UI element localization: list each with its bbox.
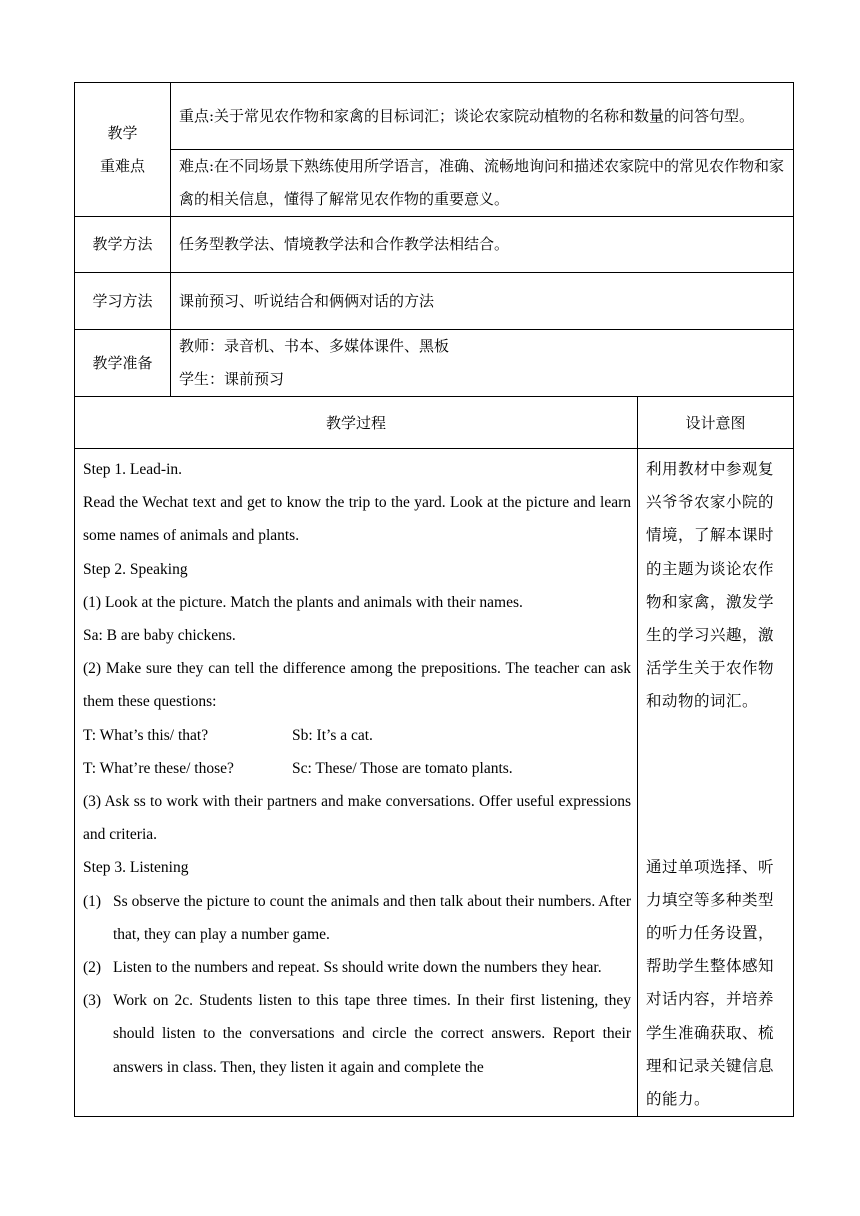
learning-method-row	[75, 273, 794, 330]
step1-text: Read the Wechat text and get to know the trip to the yard. Look at the picture and learn some names of animals and plants.	[83, 494, 631, 545]
process-header-row	[75, 397, 794, 449]
difficulty-row	[75, 150, 794, 217]
step3-item-1-text: Ss observe the picture to count the animals and then talk about their numbers. After that, they can play a number game.	[113, 892, 631, 943]
intent1-line: 活学生关于农作物	[646, 659, 775, 678]
key-difficulty-label-line1: 教学	[107, 123, 138, 142]
question-2-teacher: T: What’re these/ those?	[83, 759, 234, 777]
lesson-info-table	[74, 82, 794, 397]
intent2-line: 帮助学生整体感知	[646, 957, 775, 976]
intent2-line: 通过单项选择、听	[646, 857, 775, 876]
step3-item-2-text: Listen to the numbers and repeat. Ss should write down the numbers they hear.	[113, 959, 602, 977]
intent2-line: 的听力任务设置，	[646, 924, 775, 943]
preparation-row	[75, 330, 794, 397]
key-point-text: 重点:关于常见农作物和家禽的目标词汇；谈论农家院动植物的名称和数量的问答句型。	[171, 83, 794, 150]
step3-item-3-number: (3)	[83, 992, 102, 1010]
question-1-teacher: T: What’s this/ that?	[83, 726, 209, 744]
key-point-row	[75, 83, 794, 150]
intent1-line: 兴爷爷农家小院的	[646, 493, 775, 512]
teaching-method-row	[75, 217, 794, 273]
process-content	[75, 449, 638, 1117]
preparation-student: 学生：课前预习	[179, 370, 285, 388]
intent1-line: 和动物的词汇。	[646, 692, 759, 711]
intent2-line: 学生准确获取、梳	[646, 1023, 775, 1042]
key-difficulty-label-line2: 重难点	[99, 156, 145, 175]
learning-method-text: 课前预习、听说结合和俩俩对话的方法	[171, 273, 794, 330]
step2-item1: (1) Look at the picture. Match the plants and animals with their names.	[83, 593, 523, 611]
process-header: 教学过程	[75, 397, 638, 449]
intent1-line: 利用教材中参观复	[646, 460, 775, 478]
question-pair-2	[83, 752, 631, 785]
question-1-student: Sb: It’s a cat.	[292, 726, 373, 744]
step3-item-1-number: (1)	[83, 892, 102, 910]
intent1-line: 物和家禽，激发学	[646, 592, 775, 611]
preparation-teacher: 教师：录音机、书本、多媒体课件、黑板	[179, 337, 450, 355]
intent-content	[638, 449, 794, 1117]
step2-item3: (3) Ask ss to work with their partners and make conversations. Offer useful expressions and criteria.	[83, 793, 631, 844]
preparation-label: 教学准备	[75, 330, 171, 397]
intent-spacer	[646, 719, 787, 851]
step3-title: Step 3. Listening	[83, 859, 189, 877]
step3-item-2	[83, 951, 631, 984]
question-pair-1	[83, 719, 631, 752]
intent2-line: 理和记录关键信息	[646, 1056, 775, 1075]
teaching-method-label: 教学方法	[75, 217, 171, 273]
question-2-student: Sc: These/ Those are tomato plants.	[292, 759, 513, 777]
step2-title: Step 2. Speaking	[83, 560, 188, 578]
step1-title: Step 1. Lead-in.	[83, 461, 183, 478]
learning-method-label: 学习方法	[75, 273, 171, 330]
intent2-line: 对话内容，并培养	[646, 990, 775, 1009]
intent1-line: 的主题为谈论农作	[646, 559, 775, 578]
step2-item2: (2) Make sure they can tell the difference among the prepositions. The teacher can ask them these questions:	[83, 660, 631, 711]
step3-item-1	[83, 885, 631, 951]
step3-item-2-number: (2)	[83, 959, 102, 977]
intent1-line: 生的学习兴趣，激	[646, 626, 775, 645]
intent2-line: 的能力。	[646, 1090, 711, 1109]
teaching-process-table	[74, 396, 794, 1117]
intent1-line: 情境，了解本课时	[646, 526, 775, 545]
teaching-method-text: 任务型教学法、情境教学法和合作教学法相结合。	[171, 217, 794, 273]
step3-item-3-text: Work on 2c. Students listen to this tape three times. In their first listening, they should listen to the conversations and circle the correct answers. Report their answers in class. Then, they listen it again and complete the	[113, 992, 631, 1076]
step2-sa: Sa: B are baby chickens.	[83, 627, 236, 645]
intent-header: 设计意图	[638, 397, 794, 449]
difficulty-text: 难点:在不同场景下熟练使用所学语言，准确、流畅地询问和描述农家院中的常见农作物和家禽的相关信息，懂得了解常见农作物的重要意义。	[171, 150, 794, 217]
intent2-line: 力填空等多种类型	[646, 890, 775, 909]
preparation-text	[171, 330, 794, 397]
key-difficulty-label	[75, 83, 171, 217]
process-body-row	[75, 449, 794, 1117]
step3-item-3	[83, 984, 631, 1084]
